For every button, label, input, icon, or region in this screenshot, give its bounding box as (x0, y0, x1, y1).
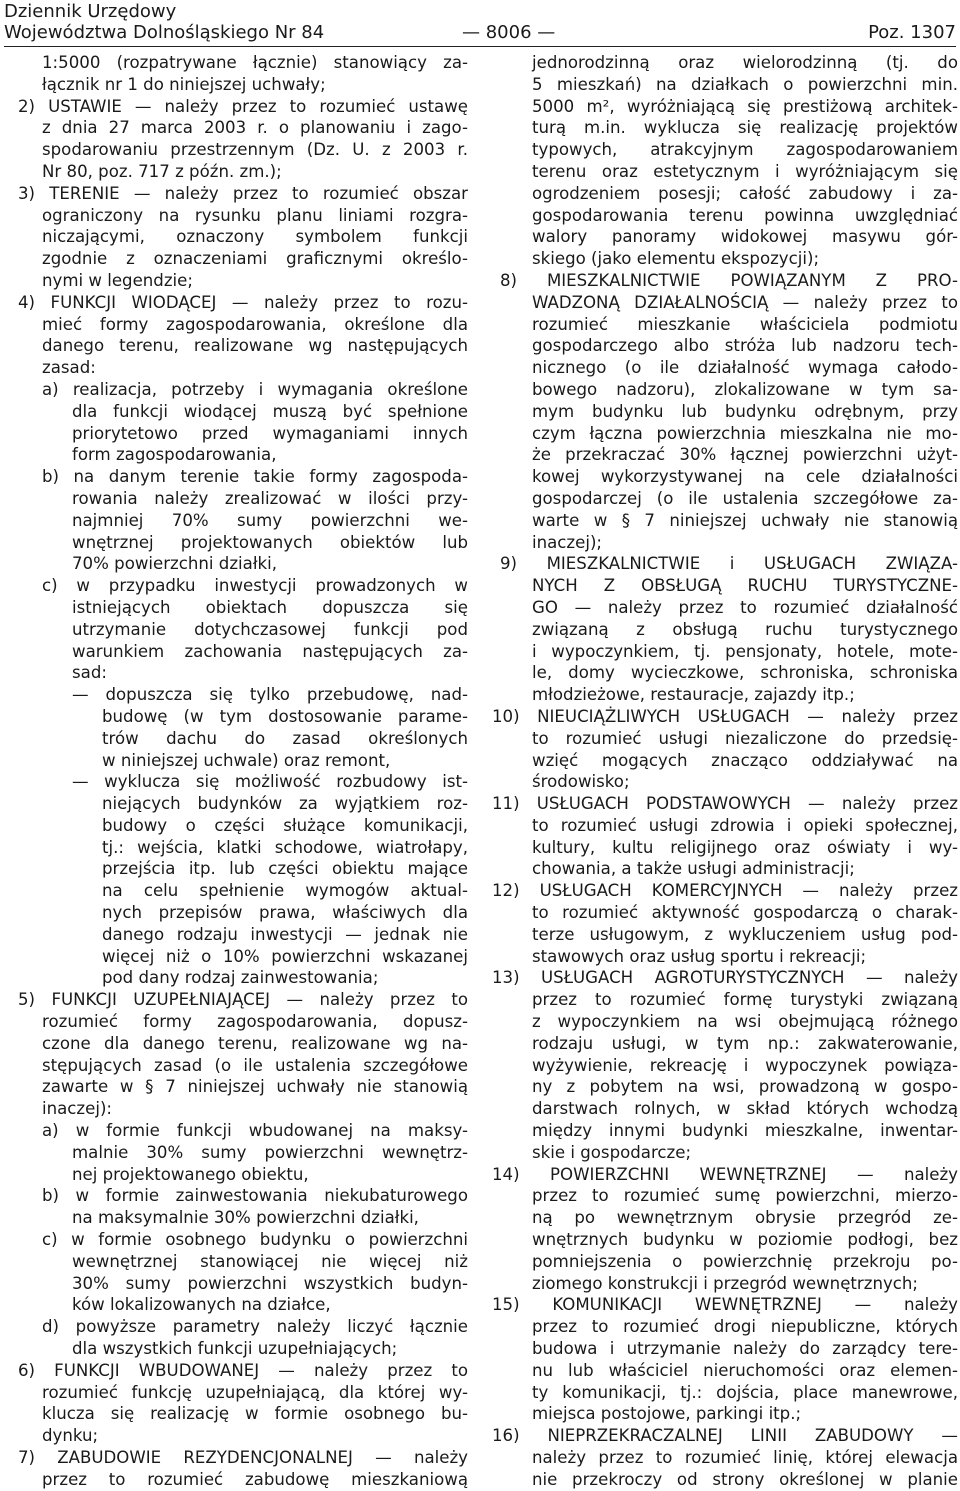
text-line: form zagospodarowania, (72, 445, 277, 465)
text-line: typowych, atrakcyjnym zagospodarowaniem (532, 140, 958, 160)
right-column (492, 52, 958, 1491)
text-line: rozumieć funkcję uzupełniającą, dla której wy- (42, 1382, 468, 1402)
text-line: ków lokalizowanych na działce, (72, 1295, 331, 1315)
text-line: warte w § 7 niniejszej uchwały nie stanowią (532, 510, 958, 530)
text-line: najmniej 70% sumy powierzchni we- (72, 510, 468, 530)
text-line: c) w formie osobnego budynku o powierzchni (42, 1230, 468, 1250)
text-line: związaną z obsługą ruchu turystycznego (532, 619, 958, 639)
text-line: 12) USŁUGACH KOMERCYJNYCH — należy przez (492, 881, 958, 901)
page-number: — 8006 — (462, 22, 556, 43)
text-line: nu lub właściciel nieruchomości oraz elemen- (532, 1360, 958, 1380)
text-line: nie przekroczy od strony określonej w planie (532, 1469, 958, 1489)
text-line: zgodnie z oznaczeniami graficznymi określo- (42, 249, 468, 269)
text-line: 13) USŁUGACH AGROTURYSTYCZNYCH — należy (492, 968, 958, 988)
text-line: le, domy wycieczkowe, schroniska, schroniska (532, 663, 958, 683)
text-line: ograniczony na rysunku planu liniami rozgra- (42, 205, 468, 225)
text-line: więcej niż o 10% powierzchni wskazanej (102, 946, 468, 966)
text-line: danego terenu, realizowane wg następujących (42, 336, 468, 356)
text-line: dla wszystkich funkcji uzupełniających; (72, 1339, 398, 1359)
text-line: d) powyższe parametry należy liczyć łącznie (42, 1317, 468, 1337)
text-line: należy przez to rozumieć linię, której elewacja (532, 1448, 958, 1467)
text-line: nej projektowanego obiektu, (72, 1164, 309, 1184)
text-line: środowisko; (532, 772, 630, 792)
text-line: przez to rozumieć sumę powierzchni, mierzo- (532, 1186, 958, 1206)
text-line: 16) NIEPRZEKRACZALNEJ LINII ZABUDOWY — (492, 1426, 958, 1446)
text-line: zasad: (42, 358, 96, 378)
text-line: jednorodzinną oraz wielorodzinną (tj. do (532, 53, 958, 72)
text-line: malnie 30% sumy powierzchni wewnętrz- (72, 1142, 468, 1162)
text-line: ty komunikacji, tj.: dojścia, place manewrowe, (532, 1382, 958, 1402)
text-line: rodzaju usługi, w tym np.: zakwaterowanie, (532, 1033, 958, 1053)
text-line: wewnętrznej stanowiącej nie więcej niż (72, 1251, 468, 1271)
text-line: spodarowaniu przestrzennym (Dz. U. z 2003 r. (42, 140, 468, 160)
text-line: b) w formie zainwestowania niekubaturowego (42, 1186, 468, 1206)
text-line: terenu oraz estetycznym i wyróżniającym się (532, 161, 958, 181)
text-line: WADZONĄ DZIAŁALNOŚCIĄ — należy przez to (532, 292, 958, 312)
text-line: inaczej): (42, 1099, 113, 1119)
text-line: wnętrznej projektowanych obiektów lub (72, 532, 468, 552)
text-line: na maksymalnie 30% powierzchni działki, (72, 1208, 419, 1228)
text-line: dynku; (42, 1426, 99, 1446)
text-line: Nr 80, poz. 717 z późn. zm.); (42, 161, 282, 181)
journal-subtitle: Województwa Dolnośląskiego Nr 84 (4, 22, 325, 43)
text-line: i wypoczynkiem, tj. pensjonaty, hotele, mote- (532, 641, 958, 661)
text-line: 5000 m², wyróżniającą się prestiżową architek- (532, 96, 958, 116)
text-line: niczającymi, oznaczony symbolem funkcji (42, 227, 468, 247)
text-line: warunkiem zachowania następujących za- (72, 641, 468, 661)
text-line: dla funkcji wiodącej muszą być spełnione (72, 401, 468, 421)
text-line: budowę (w tym dostosowanie parame- (102, 706, 468, 726)
text-line: budowy o części służące komunikacji, (102, 815, 468, 835)
text-line: b) na danym terenie takie formy zagospoda- (42, 467, 468, 487)
left-column (6, 52, 468, 1491)
journal-title: Dziennik Urzędowy (4, 1, 177, 22)
text-line: 30% sumy powierzchni wszystkich budyn- (72, 1273, 468, 1293)
text-line: z wypoczynkiem na wsi obejmującą różnego (532, 1012, 958, 1032)
text-line: bowego nadzoru), zlokalizowane w tym sa- (532, 379, 958, 399)
text-line: ogrodzeniem posesji; całość zabudowy i za- (532, 183, 958, 203)
text-line: GO — należy przez to rozumieć działalność (532, 597, 958, 617)
text-line: a) w formie funkcji wbudowanej na maksy- (42, 1121, 468, 1141)
text-line: danego rodzaju inwestycji — jednak nie (102, 924, 468, 944)
text-line: gospodarowania terenu powinna uwzględniać (532, 205, 958, 225)
text-line: rozumieć mieszkanie właściciela podmiotu (532, 314, 958, 334)
text-line: 2) USTAWIE — należy przez to rozumieć ustawę (18, 96, 468, 116)
text-line: nymi w legendzie; (42, 270, 193, 290)
text-line: 14) POWIERZCHNI WEWNĘTRZNEJ — należy (492, 1164, 958, 1184)
text-line: czone dla danego terenu, realizowane wg na- (42, 1033, 468, 1053)
text-line: gospodarczej (o ile ustalenia szczegółowe za- (532, 488, 958, 508)
text-line: pomniejszenia o powierzchnię przekroju po- (532, 1251, 958, 1271)
text-line: zawarte w § 7 niniejszej uchwały nie stanowią (42, 1077, 468, 1097)
text-line: walory panoramy widokowej masywu gór- (532, 227, 958, 247)
text-line: 3) TERENIE — należy przez to rozumieć obszar (18, 183, 468, 203)
text-line: ziomego konstrukcji i przegród wewnętrznych; (532, 1273, 919, 1293)
text-line: istniejących obiektach dopuszcza się (72, 597, 468, 617)
text-line: skie i gospodarcze; (532, 1142, 692, 1162)
text-line: darstwach rolnych, w skład których wchodzą (532, 1099, 958, 1119)
text-line: utrzymanie dotychczasowej funkcji pod (72, 619, 468, 639)
position-number: Poz. 1307 (868, 22, 956, 43)
text-line: stawowych oraz usług sportu i rekreacji; (532, 946, 867, 966)
text-line: stępujących zasad (o ile ustalenia szczegółowe (42, 1055, 468, 1075)
text-line: łącznik nr 1 do niniejszej uchwały; (42, 74, 326, 94)
text-line: 10) NIEUCIĄŻLIWYCH USŁUGACH — należy przez (492, 706, 958, 726)
text-line: że przekraczać 30% łącznej powierzchni użyt- (532, 445, 958, 465)
text-line: miejsca postojowe, parkingi itp.; (532, 1404, 802, 1424)
text-line: 4) FUNKCJI WIODĄCEJ — należy przez to rozu- (18, 292, 468, 312)
text-line: 5 mieszkań) na działkach o powierzchni min. (532, 74, 958, 94)
text-line: nych przepisów prawa, właściwych dla (102, 903, 468, 923)
text-line: to rozumieć usługi zdrowia i opieki społecznej, (532, 815, 958, 835)
text-line: 6) FUNKCJI WBUDOWANEJ — należy przez to (18, 1360, 468, 1380)
text-line: turą m.in. wyklucza się realizację projektów (532, 118, 958, 138)
text-line: c) w przypadku inwestycji prowadzonych w (42, 576, 468, 596)
text-line: — dopuszcza się tylko przebudowę, nad- (72, 685, 468, 705)
text-line: — wyklucza się możliwość rozbudowy ist- (72, 772, 468, 792)
text-line: terze usługowym, z wykluczeniem usług pod- (532, 924, 958, 944)
text-line: mieć formy zagospodarowania, określone dla (42, 314, 468, 334)
text-line: 5) FUNKCJI UZUPEŁNIAJĄCEJ — należy przez to (18, 990, 468, 1010)
header-rule (4, 46, 956, 47)
text-line: sad: (72, 663, 107, 683)
text-line: niejących budynków za wyjątkiem roz- (102, 794, 468, 814)
text-line: ną po wewnętrznym obrysie przegród ze- (532, 1208, 958, 1228)
text-line: budowa i utrzymanie należy do zarządcy tere- (532, 1339, 958, 1359)
text-line: 11) USŁUGACH PODSTAWOWYCH — należy przez (492, 794, 958, 814)
text-line: trów dachu do zasad określonych (102, 728, 468, 748)
page-header (4, 0, 956, 46)
text-line: ny z pobytem na wsi, prowadzoną w gospo- (532, 1077, 958, 1097)
text-line: 1:5000 (rozpatrywane łącznie) stanowiący za- (42, 53, 468, 72)
text-line: tj.: wejścia, klatki schodowe, wiatrołapy, (102, 837, 468, 857)
text-line: wnętrznych budynku w poziomie podłogi, bez (532, 1230, 958, 1250)
text-line: rowania należy zrealizować w ilości przy- (72, 488, 468, 508)
text-line: przejścia itp. lub części obiektu mające (102, 859, 468, 879)
text-line: chowania, a także usługi administracji; (532, 859, 855, 879)
text-line: gospodarczego albo stróża lub nadzoru tech- (532, 336, 958, 356)
text-line: czym łączna powierzchnia mieszkalna nie mo- (532, 423, 958, 443)
text-line: 8) MIESZKALNICTWIE POWIĄZANYM Z PRO- (500, 270, 958, 290)
text-line: przez to rozumieć zabudowę mieszkaniową (42, 1469, 468, 1489)
text-line: wzięć mogących znacząco oddziaływać na (532, 750, 958, 770)
text-line: 15) KOMUNIKACJI WEWNĘTRZNEJ — należy (492, 1295, 958, 1315)
text-line: przez to rozumieć drogi niepubliczne, których (532, 1317, 958, 1337)
text-line: priorytetowo przed wymaganiami innych (72, 423, 468, 443)
text-line: to rozumieć usługi niezaliczone do przedsię- (532, 728, 958, 748)
text-line: NYCH Z OBSŁUGĄ RUCHU TURYSTYCZNE- (532, 576, 958, 596)
text-line: kowej wykorzystywanej na cele działalności (532, 467, 958, 487)
text-line: z dnia 27 marca 2003 r. o planowaniu i zago- (42, 118, 468, 138)
text-line: 9) MIESZKALNICTWIE i USŁUGACH ZWIĄZA- (500, 554, 958, 574)
text-line: nicznego (o ile działalność wymaga całodo- (532, 358, 958, 378)
text-line: pod dany rodzaj zainwestowania; (102, 968, 379, 988)
text-line: przez to rozumieć formę turystyki związaną (532, 990, 958, 1010)
text-line: na celu spełnienie wymogów aktual- (102, 881, 468, 901)
text-line: inaczej); (532, 532, 603, 552)
text-line: 7) ZABUDOWIE REZYDENCJONALNEJ — należy (18, 1448, 468, 1467)
text-line: mym budynku lub budynku odrębnym, przy (532, 401, 958, 421)
text-line: między innymi budynki mieszkalne, inwentar- (532, 1121, 958, 1141)
text-line: wyżywienie, rekreację i wypoczynek powiąza- (532, 1055, 958, 1075)
text-line: to rozumieć aktywność gospodarczą o charak- (532, 903, 958, 923)
text-line: 70% powierzchni działki, (72, 554, 278, 574)
text-line: kultury, kultu religijnego oraz oświaty i wy- (532, 837, 958, 857)
text-line: a) realizacja, potrzeby i wymagania określone (42, 379, 468, 399)
text-line: w niniejszej uchwale) oraz remont, (102, 750, 391, 770)
text-line: rozumieć formy zagospodarowania, dopusz- (42, 1012, 468, 1032)
text-line: młodzieżowe, restauracje, zajazdy itp.; (532, 685, 855, 705)
text-line: klucza się realizację w formie osobnego bu- (42, 1404, 468, 1424)
text-line: skiego (jako elementu ekspozycji); (532, 249, 820, 269)
